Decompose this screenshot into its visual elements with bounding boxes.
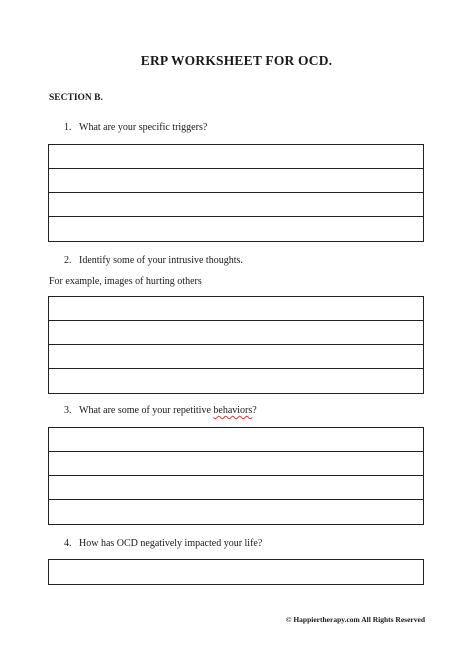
question-1-text: What are your specific triggers?: [79, 122, 208, 133]
copyright-footer: © Happiertherapy.com All Rights Reserved: [285, 615, 425, 624]
question-2-text: Identify some of your intrusive thoughts.: [79, 255, 243, 266]
question-4-text: How has OCD negatively impacted your life?: [79, 538, 263, 549]
question-3-text: What are some of your repetitive: [79, 405, 214, 416]
answer-line[interactable]: [49, 560, 423, 584]
answer-line[interactable]: [49, 452, 423, 476]
answer-line[interactable]: [49, 321, 423, 345]
answer-line[interactable]: [49, 345, 423, 369]
question-2: [64, 255, 243, 266]
question-4: [64, 538, 262, 549]
spellcheck-flagged-word: behaviors: [213, 405, 253, 416]
question-3-number: 3.: [64, 405, 72, 416]
worksheet-title: ERP WORKSHEET FOR OCD.: [140, 53, 333, 68]
question-4-number: 4.: [64, 538, 72, 549]
question-2-number: 2.: [64, 255, 72, 266]
answer-box-3: [48, 427, 424, 525]
answer-line[interactable]: [49, 297, 423, 321]
question-1: [64, 122, 207, 133]
answer-line[interactable]: [49, 145, 423, 169]
answer-line[interactable]: [49, 500, 423, 524]
answer-line[interactable]: [49, 369, 423, 393]
answer-box-2: [48, 296, 424, 394]
answer-line[interactable]: [49, 217, 423, 241]
answer-line[interactable]: [49, 476, 423, 500]
answer-box-1: [48, 144, 424, 242]
answer-line[interactable]: [49, 193, 423, 217]
section-heading: SECTION B.: [49, 93, 103, 103]
question-2-hint: For example, images of hurting others: [49, 276, 202, 287]
question-1-number: 1.: [64, 122, 72, 133]
question-3: [64, 405, 257, 416]
answer-line[interactable]: [49, 169, 423, 193]
question-3-text-end: ?: [252, 405, 257, 416]
answer-box-4: [48, 559, 424, 585]
answer-line[interactable]: [49, 428, 423, 452]
